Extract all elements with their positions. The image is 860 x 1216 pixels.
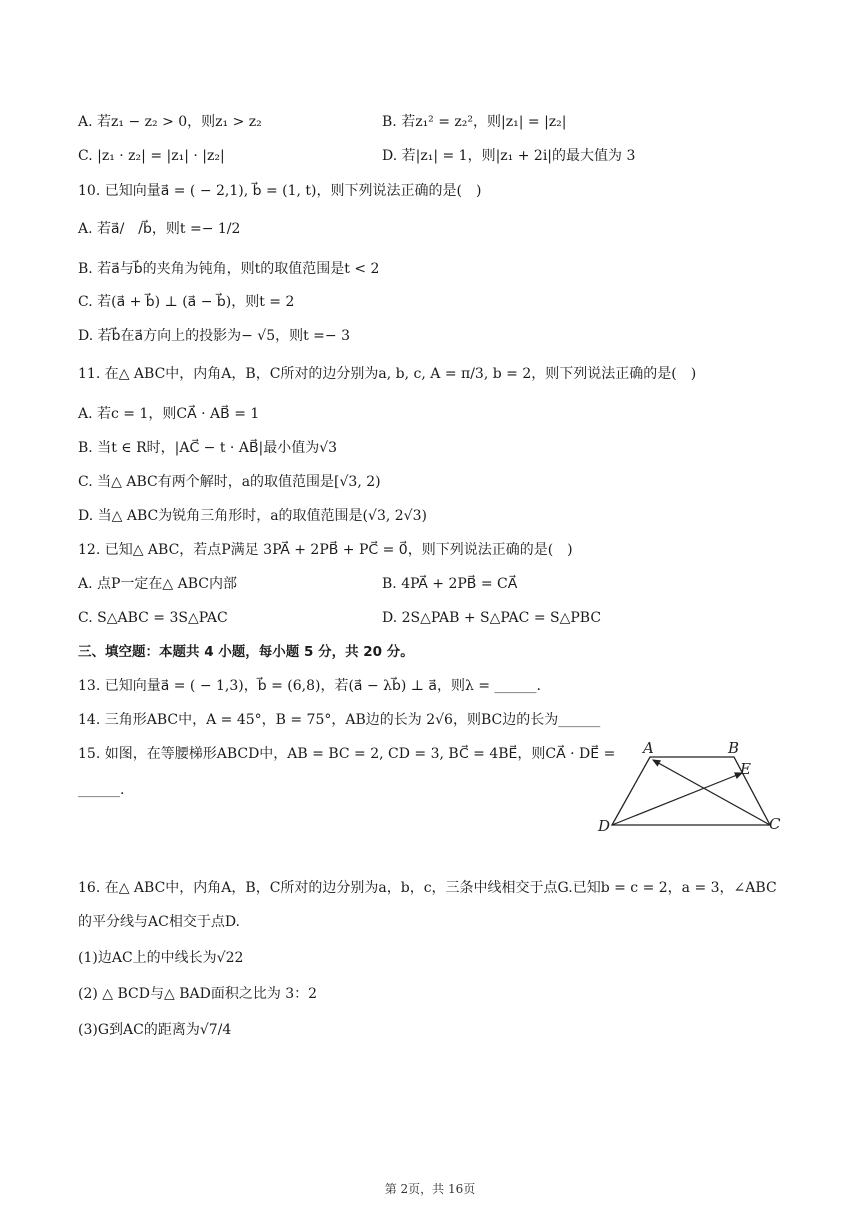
label-d: D (598, 817, 611, 835)
label-a: A (643, 739, 654, 757)
q16-part2: (2) △ BCD与△ BAD面积之比为 3：2 (78, 986, 318, 1002)
q15-line1: 15. 如图，在等腰梯形ABCD中，AB = BC = 2, CD = 3, BC⃗ = 4BE⃗，则CA⃗ · DE⃗ = (78, 746, 616, 762)
q10-option-a: A. 若a⃗/ /b⃗，则t =− 1/2 (78, 221, 241, 237)
q11-option-b: B. 当t ∈ R时，|AC⃗ − t · AB⃗|最小值为√3 (78, 440, 338, 456)
label-c: C (769, 815, 781, 833)
q11-option-d: D. 当△ ABC为锐角三角形时，a的取值范围是(√3, 2√3) (78, 508, 427, 524)
q11-option-c: C. 当△ ABC有两个解时，a的取值范围是[√3, 2) (78, 474, 381, 490)
q11-option-a: A. 若c = 1，则CA⃗ · AB⃗ = 1 (78, 406, 260, 422)
q10-option-c: C. 若(a⃗ + b⃗) ⊥ (a⃗ − b⃗)，则t = 2 (78, 294, 295, 310)
q16-line1: 16. 在△ ABC中，内角A，B，C所对的边分别为a，b，c，三条中线相交于点G.已知b = c = 2，a = 3，∠ABC (78, 880, 777, 896)
q10-stem: 10. 已知向量a⃗ = ( − 2,1), b⃗ = (1, t)，则下列说法正确的是( ) (78, 183, 482, 199)
q12-option-a: A. 点P一定在△ ABC内部 (78, 576, 238, 592)
q9-option-c: C. |z₁ · z₂| = |z₁| · |z₂| (78, 148, 225, 164)
section-fill-blank-heading: 三、填空题：本题共 4 小题，每小题 5 分，共 20 分。 (78, 644, 414, 660)
q10-option-d: D. 若b⃗在a⃗方向上的投影为− √5，则t =− 3 (78, 328, 350, 344)
q12-stem: 12. 已知△ ABC，若点P满足 3PA⃗ + 2PB⃗ + PC⃗ = 0⃗，则下列说法正确的是( ) (78, 542, 573, 558)
trapezoid-figure (592, 735, 792, 845)
q15-line2: ______. (78, 782, 125, 798)
q16-part3: (3)G到AC的距离为√7/4 (78, 1022, 232, 1038)
q9-option-d: D. 若|z₁| = 1，则|z₁ + 2i|的最大值为 3 (382, 148, 636, 164)
q11-stem: 11. 在△ ABC中，内角A，B，C所对的边分别为a, b, c, A = π/3, b = 2，则下列说法正确的是( ) (78, 366, 697, 382)
q12-option-b: B. 4PA⃗ + 2PB⃗ = CA⃗ (382, 576, 518, 592)
q12-option-c: C. S△ABC = 3S△PAC (78, 610, 228, 626)
q9-option-a: A. 若z₁ − z₂ > 0，则z₁ > z₂ (78, 114, 262, 130)
q13-text: 13. 已知向量a⃗ = ( − 1,3)，b⃗ = (6,8)，若(a⃗ − λb⃗) ⊥ a⃗，则λ = ______. (78, 678, 541, 694)
q12-option-d: D. 2S△PAB + S△PAC = S△PBC (382, 610, 602, 626)
q16-line2: 的平分线与AC相交于点D. (78, 914, 240, 930)
q16-part1: (1)边AC上的中线长为√22 (78, 950, 244, 966)
q9-option-b: B. 若z₁² = z₂²，则|z₁| = |z₂| (382, 114, 567, 130)
q14-text: 14. 三角形ABC中，A = 45°，B = 75°，AB边的长为 2√6，则BC边的长为______ (78, 712, 601, 728)
label-e: E (740, 760, 751, 778)
label-b: B (728, 739, 740, 757)
page-footer: 第 2页，共 16页 (384, 1182, 476, 1196)
q10-option-b: B. 若a⃗与b⃗的夹角为钝角，则t的取值范围是t < 2 (78, 261, 380, 277)
